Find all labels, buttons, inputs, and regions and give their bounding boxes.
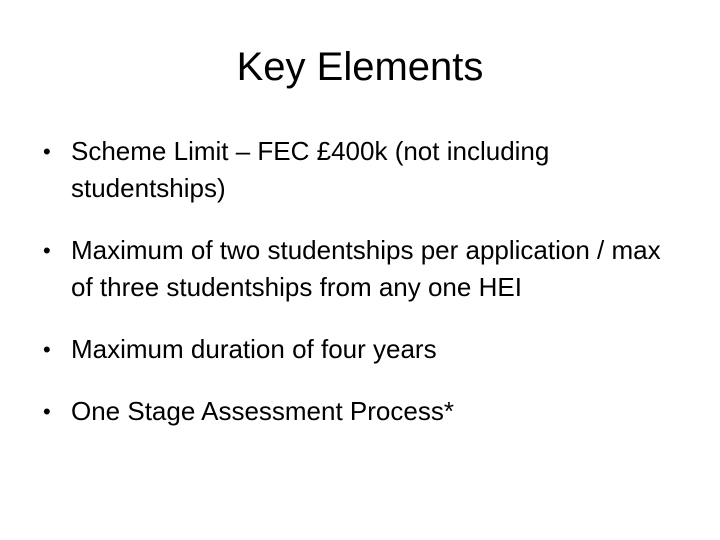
- bullet-text: Maximum of two studentships per application / max of three studentships from any one HEI: [71, 235, 661, 302]
- bullet-icon: •: [43, 238, 51, 263]
- bullet-item: [43, 133, 683, 207]
- bullet-text: Scheme Limit – FEC £400k (not including studentships): [71, 136, 550, 203]
- bullet-icon: •: [43, 337, 51, 362]
- bullet-icon: •: [43, 139, 51, 164]
- bullet-text: Maximum duration of four years: [71, 334, 437, 364]
- bullet-icon: •: [43, 399, 51, 424]
- bullet-text: One Stage Assessment Process*: [71, 396, 454, 426]
- bullet-item: [43, 232, 683, 306]
- slide-title: Key Elements: [236, 45, 484, 89]
- bullet-list: [43, 133, 683, 430]
- bullet-item: [43, 393, 683, 430]
- bullet-item: [43, 331, 683, 368]
